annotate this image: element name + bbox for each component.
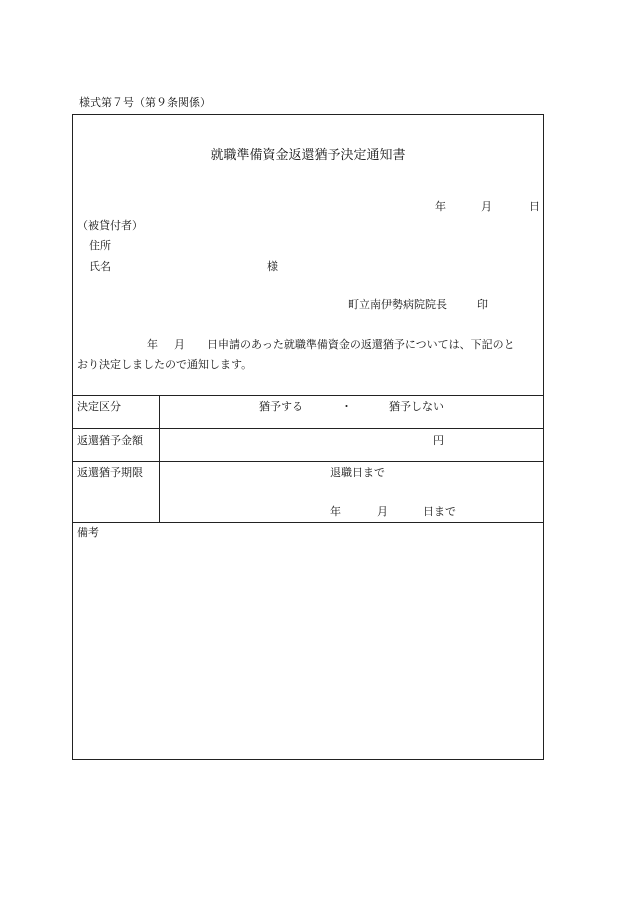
table-rule-2 <box>73 428 543 429</box>
period-month: 月 <box>377 505 388 518</box>
notice-text-line2: おり決定しましたので通知します。 <box>77 358 253 371</box>
period-label: 返還猶予期限 <box>77 466 143 479</box>
issuer-name: 町立南伊勢病院院長 <box>348 298 447 311</box>
notice-month: 月 <box>174 338 185 351</box>
table-column-divider <box>159 395 160 522</box>
decision-separator: ・ <box>341 400 352 413</box>
table-rule-3 <box>73 461 543 462</box>
date-month-label: 月 <box>481 200 492 213</box>
amount-unit: 円 <box>433 434 444 447</box>
seal-mark: 印 <box>477 298 488 311</box>
recipient-heading: （被貸付者） <box>77 219 143 232</box>
table-rule-4 <box>73 522 543 523</box>
form-number-label: 様式第７号（第９条関係） <box>79 96 211 109</box>
amount-label: 返還猶予金額 <box>77 434 143 447</box>
notice-text-line1: 日申請のあった就職準備資金の返還猶予については、下記のと <box>207 338 515 351</box>
period-day-until: 日まで <box>423 505 456 518</box>
date-year-label: 年 <box>435 200 446 213</box>
document-title: 就職準備資金返還猶予決定通知書 <box>210 148 406 163</box>
notice-form <box>72 114 544 760</box>
date-day-label: 日 <box>529 200 540 213</box>
decision-deny-option: 猶予しない <box>389 400 444 413</box>
period-year: 年 <box>330 505 341 518</box>
name-label: 氏名 <box>89 260 111 273</box>
honorific-label: 様 <box>267 260 278 273</box>
decision-label: 決定区分 <box>77 400 121 413</box>
period-option-retirement: 退職日まで <box>330 466 385 479</box>
notice-year: 年 <box>147 338 158 351</box>
table-top-rule <box>73 395 543 396</box>
decision-grant-option: 猶予する <box>259 400 303 413</box>
address-label: 住所 <box>89 239 111 252</box>
remarks-label: 備考 <box>77 526 99 539</box>
